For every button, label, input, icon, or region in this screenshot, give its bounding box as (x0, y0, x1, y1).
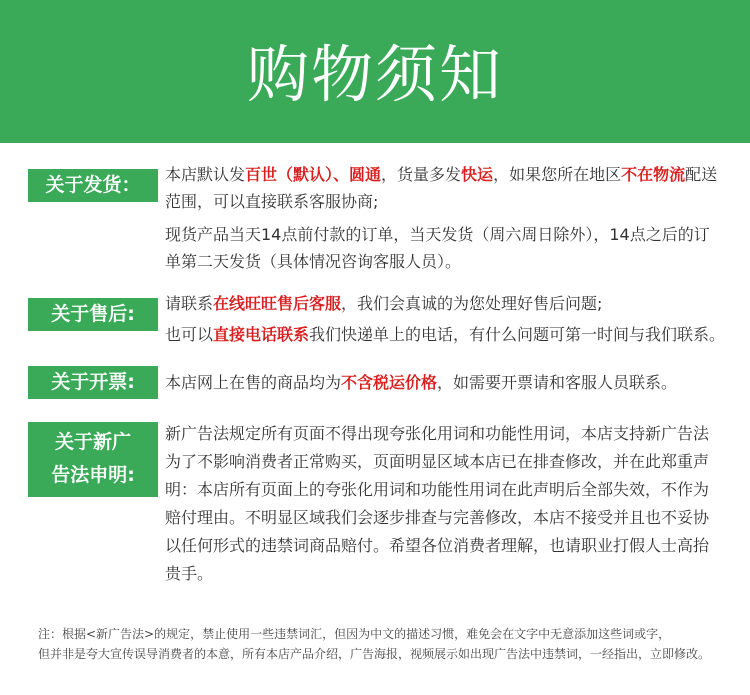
invoice-label: 关于开票: (28, 366, 158, 399)
text-span: 本店默认发 (165, 165, 246, 184)
adlaw-label-line-1: 关于新广 (54, 431, 131, 453)
text-span: ，如果您所在地区 (493, 165, 622, 184)
highlight-text: 不在物流 (621, 165, 686, 184)
shipping-paragraph-2 (165, 221, 745, 275)
shipping-paragraph-1 (165, 161, 745, 215)
footer-note (38, 624, 738, 664)
text-span: ，我们会真诚的为您处理好售后问题; (341, 294, 603, 313)
banner-header (0, 0, 750, 143)
adlaw-content (165, 420, 745, 588)
footer-line: 但并非是夸大宣传误导消费者的本意，所有本店产品介绍，广告海报，视频展示如出现广告法中违禁词，一经指出，立即修改。 (38, 647, 711, 661)
text-line: 范围，可以直接联系客服协商; (165, 192, 379, 211)
text-line: 明：本店所有页面上的夸张化用词和功能性用词在此声明后全部失效，不作为 (165, 480, 710, 499)
text-line: 以任何形式的违禁词商品赔付。希望各位消费者理解，也请职业打假人士高抬 (165, 536, 710, 555)
shipping-content (165, 161, 745, 275)
text-span: ，货量多发 (381, 165, 462, 184)
text-line: 现货产品当天14点前付款的订单，当天发货（周六周日除外），14点之后的订 (165, 225, 710, 244)
adlaw-label (28, 422, 158, 497)
highlight-text: 百世（默认）、圆通 (245, 165, 382, 184)
text-line: 单第二天发货（具体情况咨询客服人员）。 (165, 252, 462, 271)
adlaw-label-line-2: 告法申明: (51, 464, 135, 486)
highlight-text: 快运 (461, 165, 494, 184)
shipping-label: 关于发货： (28, 169, 158, 202)
text-line (165, 290, 745, 321)
invoice-content (165, 369, 745, 396)
text-span: 本店网上在售的商品均为 (165, 373, 342, 392)
text-span: 也可以 (165, 325, 214, 344)
text-line: 赔付理由。不明显区域我们会逐步排查与完善修改，本店不接受并且也不妥协 (165, 508, 710, 527)
text-span: 配送 (685, 165, 718, 184)
text-line: 新广告法规定所有页面不得出现夸张化用词和功能性用词，本店支持新广告法 (165, 424, 710, 443)
footer-line: 注：根据<新广告法>的规定，禁止使用一些违禁词汇，但因为中文的描述习惯，难免会在文字中无意添加这些词或字， (38, 627, 671, 641)
text-line (165, 369, 745, 396)
text-line: 为了不影响消费者正常购买，页面明显区域本店已在排查修改，并在此郑重声 (165, 452, 710, 471)
text-span: ，如需要开票请和客服人员联系。 (437, 373, 678, 392)
text-span: 我们快递单上的电话，有什么问题可第一时间与我们联系。 (309, 325, 726, 344)
aftersale-content (165, 290, 745, 348)
highlight-text: 直接电话联系 (213, 325, 310, 344)
text-line: 贵手。 (165, 564, 214, 583)
highlight-text: 在线旺旺售后客服 (213, 294, 342, 313)
highlight-text: 不含税运价格 (341, 373, 438, 392)
aftersale-label: 关于售后: (28, 298, 158, 331)
text-line (165, 321, 745, 348)
text-line (165, 161, 745, 188)
page-title: 购物须知 (246, 38, 503, 111)
text-span: 请联系 (165, 294, 214, 313)
